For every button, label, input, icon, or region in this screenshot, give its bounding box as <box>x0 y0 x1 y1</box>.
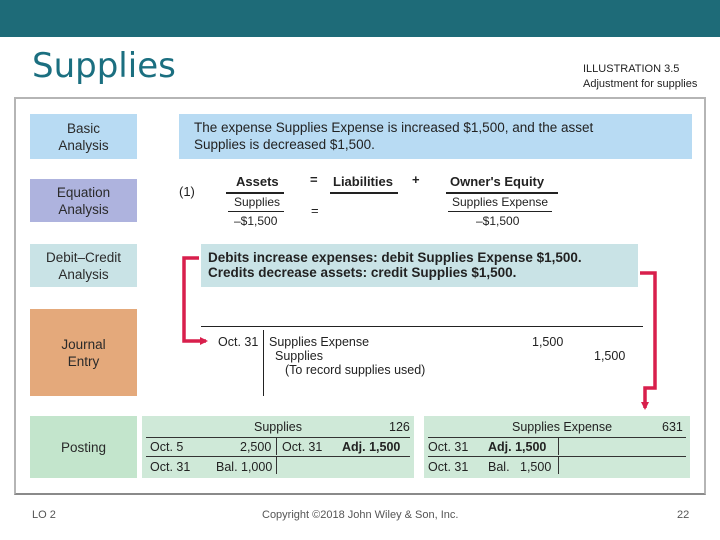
expense-account-name: Supplies Expense <box>512 420 613 434</box>
arrow-to-journal-entry <box>184 258 206 341</box>
supplies-account-number: 126 <box>389 420 410 434</box>
expense-adjustment: Adj. 1,500 <box>488 440 547 454</box>
posting-label: Posting <box>30 416 137 478</box>
equation-liabilities: Liabilities <box>333 174 393 189</box>
expense-r2-date: Oct. 31 <box>428 460 469 474</box>
footer-page-number: 22 <box>677 509 690 521</box>
equation-assets: Assets <box>236 174 279 189</box>
expense-balance-label: Bal. <box>488 460 510 474</box>
equation-equals-2: = <box>311 203 319 218</box>
equation-equals: = <box>310 172 318 187</box>
page-title: Supplies <box>32 46 176 86</box>
supplies-r2-date: Oct. 31 <box>150 460 191 474</box>
journal-explanation: (To record supplies used) <box>285 363 426 377</box>
illustration-number: ILLUSTRATION 3.5 <box>583 63 680 75</box>
supplies-r1-amount: 2,500 <box>240 440 272 454</box>
journal-entry-label: Journal Entry <box>30 309 137 396</box>
supplies-t-account <box>142 416 414 478</box>
journal-debit-account: Supplies Expense <box>269 335 370 349</box>
supplies-balance: Bal. 1,000 <box>216 460 273 474</box>
equation-oe-amount: –$1,500 <box>476 214 520 228</box>
debit-credit-analysis-label: Debit–Credit Analysis <box>30 244 137 287</box>
equation-assets-account: Supplies <box>234 195 281 209</box>
basic-analysis-label: Basic Analysis <box>30 114 137 159</box>
equation-analysis-label: Equation Analysis <box>30 179 137 222</box>
expense-t-top <box>428 437 686 438</box>
expense-r1-date: Oct. 31 <box>428 440 469 454</box>
footer-copyright: Copyright ©2018 John Wiley & Son, Inc. <box>262 509 459 521</box>
arrow-to-posting <box>640 273 655 408</box>
basic-analysis-text: The expense Supplies Expense is increased $1,500, and the asset Supplies is decreased $1,500. <box>179 114 692 159</box>
supplies-account-name: Supplies <box>254 420 302 434</box>
footer-learning-objective: LO 2 <box>32 509 56 521</box>
expense-balance-amount: 1,500 <box>520 460 552 474</box>
journal-debit-amount: 1,500 <box>532 335 564 349</box>
equation-assets-amount: –$1,500 <box>234 214 278 228</box>
expense-t-divider-2 <box>558 456 559 474</box>
journal-credit-amount: 1,500 <box>594 349 626 363</box>
debit-credit-text: Debits increase expenses: debit Supplies Expense $1,500. Credits decrease assets: credit Supplies $1,500. <box>201 244 638 287</box>
expense-account-number: 631 <box>662 420 683 434</box>
illustration-caption: Adjustment for supplies <box>583 78 698 90</box>
supplies-r1-credit-date: Oct. 31 <box>282 440 323 454</box>
journal-date-divider <box>263 330 264 396</box>
supplies-expense-t-account <box>424 416 690 478</box>
equation-plus: + <box>412 172 420 187</box>
expense-row-rule <box>428 456 686 457</box>
journal-credit-account: Supplies <box>275 349 323 363</box>
supplies-adjustment: Adj. 1,500 <box>342 440 401 454</box>
supplies-t-divider-2 <box>276 456 277 474</box>
supplies-t-top <box>146 437 410 438</box>
expense-t-divider <box>558 437 559 455</box>
journal-top-rule <box>201 326 643 327</box>
supplies-t-divider <box>276 437 277 455</box>
equation-number: (1) <box>179 184 195 199</box>
equation-oe-account: Supplies Expense <box>452 195 549 209</box>
supplies-row-rule <box>146 456 410 457</box>
supplies-r1-date: Oct. 5 <box>150 440 184 454</box>
equation-owners-equity: Owner's Equity <box>450 174 545 189</box>
journal-date: Oct. 31 <box>218 335 259 349</box>
